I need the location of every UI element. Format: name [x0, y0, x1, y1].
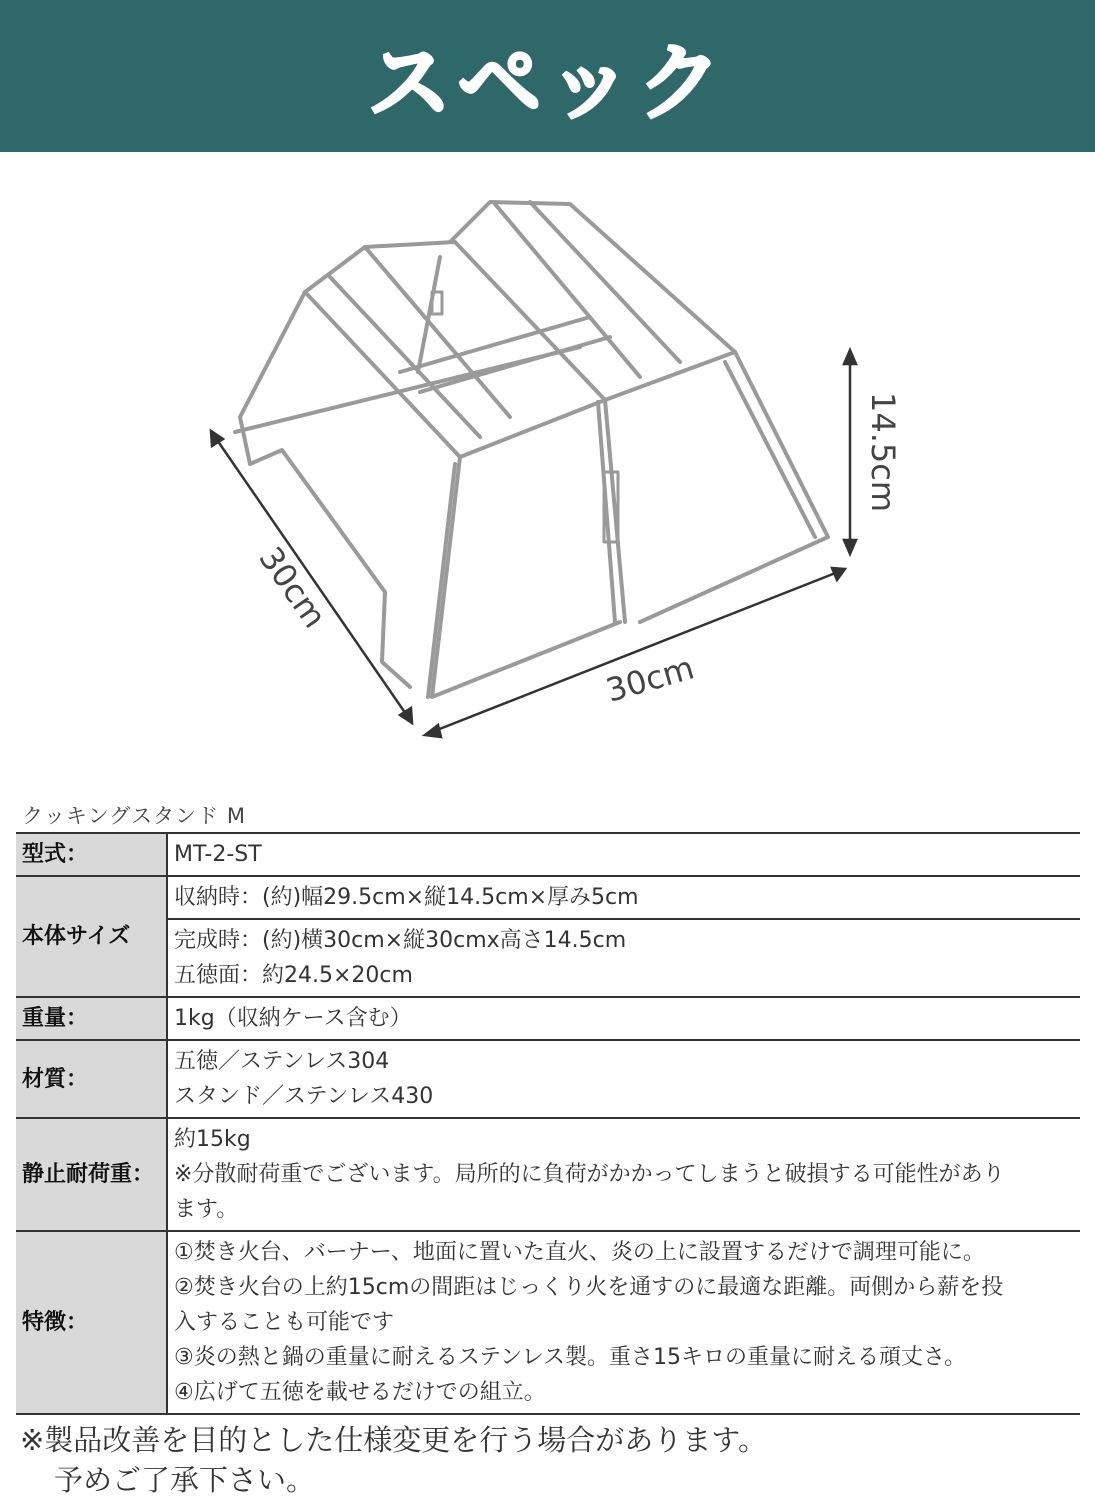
table-row: [16, 876, 1080, 919]
material-cell: [167, 1040, 1080, 1118]
product-name: クッキングスタンド M: [22, 804, 246, 828]
size-label: 本体サイズ: [16, 876, 167, 997]
features-cell: [167, 1231, 1080, 1414]
table-row: [16, 997, 1080, 1040]
features-label: 特徴：: [16, 1231, 167, 1414]
model-label: 型式：: [16, 833, 167, 876]
note-line-2: 予めご了承下さい。: [54, 1463, 316, 1497]
weight-value: 1kg（収納ケース含む）: [167, 997, 1080, 1040]
features-line-5: ④広げて五徳を載せるだけでの組立。: [174, 1380, 546, 1405]
features-line-3: 入することも可能です: [174, 1310, 395, 1335]
load-line-2: ※分散耐荷重でございます。局所的に負荷がかかってしまうと破損する可能性があり: [174, 1162, 1005, 1187]
table-row: [16, 919, 1080, 997]
table-row: [16, 1118, 1080, 1231]
weight-label: 重量：: [16, 997, 167, 1040]
disclaimer-note: [20, 1420, 767, 1500]
spec-table: [16, 832, 1080, 1415]
material-line-2: スタンド／ステンレス430: [174, 1084, 434, 1109]
load-line-1: 約15kg: [174, 1127, 251, 1152]
features-line-2: ②焚き火台の上約15cmの間距はじっくり火を通すのに最適な距離。両側から薪を投: [174, 1275, 1004, 1300]
width-dimension-label: 30cm: [601, 648, 699, 710]
material-line-1: 五徳／ステンレス304: [174, 1049, 390, 1074]
load-cell: [167, 1118, 1080, 1231]
load-line-3: ます。: [174, 1197, 239, 1222]
banner-title: スペック: [367, 33, 728, 132]
size-assembled-cell: [167, 919, 1080, 997]
cooking-stand-drawing: [0, 152, 1095, 792]
features-line-4: ③炎の熱と鍋の重量に耐えるステンレス製。重さ15キロの重量に耐える頑丈さ。: [174, 1345, 967, 1370]
size-assembled-value: 完成時：(約)横30cm×縦30cmx高さ14.5cm: [174, 928, 627, 953]
spec-banner: [0, 0, 1095, 152]
depth-dimension-label: 30cm: [251, 539, 334, 635]
note-line-1: ※製品改善を目的とした仕様変更を行う場合があります。: [20, 1423, 767, 1457]
height-dimension-label: 14.5cm: [864, 392, 902, 513]
material-label: 材質：: [16, 1040, 167, 1118]
load-label: 静止耐荷重：: [16, 1118, 167, 1231]
product-diagram: [0, 152, 1095, 792]
table-row: [16, 1040, 1080, 1118]
table-row: [16, 833, 1080, 876]
model-value: MT-2-ST: [167, 833, 1080, 876]
size-stored-value: 収納時：(約)幅29.5cm×縦14.5cm×厚み5cm: [167, 876, 1080, 919]
table-row: [16, 1231, 1080, 1414]
size-trivet-value: 五徳面：約24.5×20cm: [174, 963, 413, 988]
features-line-1: ①焚き火台、バーナー、地面に置いた直火、炎の上に設置するだけで調理可能に。: [174, 1240, 985, 1265]
